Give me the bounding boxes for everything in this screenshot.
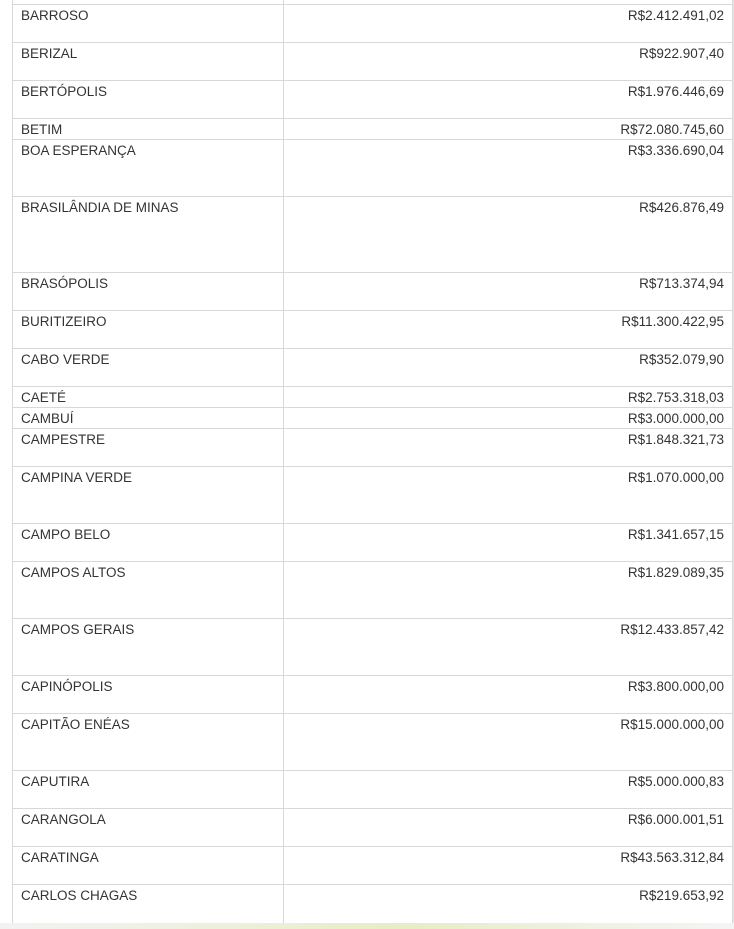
- table-row: [13, 676, 733, 714]
- amount-cell: R$2.412.491,02: [284, 5, 733, 43]
- amount-cell: R$219.653,92: [284, 885, 733, 929]
- table-row: [13, 771, 733, 809]
- amount-cell: R$11.300.422,95: [284, 311, 733, 349]
- bottom-gradient-band: [0, 923, 734, 929]
- city-name-cell: CAPITÃO ENÉAS: [13, 714, 284, 771]
- city-name-cell: BOA ESPERANÇA: [13, 140, 284, 197]
- table-row: [13, 43, 733, 81]
- table-row: [13, 562, 733, 619]
- amount-cell: R$3.800.000,00: [284, 676, 733, 714]
- table-row: [13, 714, 733, 771]
- table-body: [13, 0, 733, 929]
- city-name-cell: BURITIZEIRO: [13, 311, 284, 349]
- amount-cell: R$3.336.690,04: [284, 140, 733, 197]
- table-row: [13, 619, 733, 676]
- city-name-cell: BRASÓPOLIS: [13, 273, 284, 311]
- amount-cell: R$1.976.446,69: [284, 81, 733, 119]
- table-row: [13, 273, 733, 311]
- table-row: [13, 197, 733, 273]
- table-row: [13, 140, 733, 197]
- city-name-cell: BETIM: [13, 119, 284, 140]
- city-name-cell: CARATINGA: [13, 847, 284, 885]
- table-row: [13, 408, 733, 429]
- city-name-cell: BRASILÂNDIA DE MINAS: [13, 197, 284, 273]
- city-name-cell: CAETÉ: [13, 387, 284, 408]
- amount-cell: R$43.563.312,84: [284, 847, 733, 885]
- municipality-table-container: [12, 0, 733, 929]
- amount-cell: R$12.433.857,42: [284, 619, 733, 676]
- table-row: [13, 847, 733, 885]
- city-name-cell: CABO VERDE: [13, 349, 284, 387]
- table-row: [13, 5, 733, 43]
- table-row: [13, 349, 733, 387]
- amount-cell: R$5.000.000,83: [284, 771, 733, 809]
- city-name-cell: BERIZAL: [13, 43, 284, 81]
- city-name-cell: CARLOS CHAGAS: [13, 885, 284, 929]
- table-row: [13, 809, 733, 847]
- city-name-cell: CAMPO BELO: [13, 524, 284, 562]
- amount-cell: R$15.000.000,00: [284, 714, 733, 771]
- amount-cell: R$352.079,90: [284, 349, 733, 387]
- amount-cell: R$713.374,94: [284, 273, 733, 311]
- table-row: [13, 387, 733, 408]
- city-name-cell: CAMPOS GERAIS: [13, 619, 284, 676]
- amount-cell: R$72.080.745,60: [284, 119, 733, 140]
- amount-cell: R$1.829.089,35: [284, 562, 733, 619]
- amount-cell: R$922.907,40: [284, 43, 733, 81]
- city-name-cell: CAPINÓPOLIS: [13, 676, 284, 714]
- city-name-cell: BARROSO: [13, 5, 284, 43]
- table-row: [13, 311, 733, 349]
- table-row: [13, 429, 733, 467]
- amount-cell: R$2.753.318,03: [284, 387, 733, 408]
- amount-cell: R$1.341.657,15: [284, 524, 733, 562]
- amount-cell: R$1.848.321,73: [284, 429, 733, 467]
- city-name-cell: CAMPINA VERDE: [13, 467, 284, 524]
- amount-cell: R$1.070.000,00: [284, 467, 733, 524]
- city-name-cell: CARANGOLA: [13, 809, 284, 847]
- municipality-amount-table: [12, 0, 733, 929]
- city-name-cell: CAMBUÍ: [13, 408, 284, 429]
- city-name-cell: CAMPESTRE: [13, 429, 284, 467]
- table-row: [13, 81, 733, 119]
- table-row: [13, 119, 733, 140]
- city-name-cell: BERTÓPOLIS: [13, 81, 284, 119]
- table-row: [13, 467, 733, 524]
- city-name-cell: CAMPOS ALTOS: [13, 562, 284, 619]
- amount-cell: R$426.876,49: [284, 197, 733, 273]
- amount-cell: R$6.000.001,51: [284, 809, 733, 847]
- table-row: [13, 524, 733, 562]
- city-name-cell: CAPUTIRA: [13, 771, 284, 809]
- amount-cell: R$3.000.000,00: [284, 408, 733, 429]
